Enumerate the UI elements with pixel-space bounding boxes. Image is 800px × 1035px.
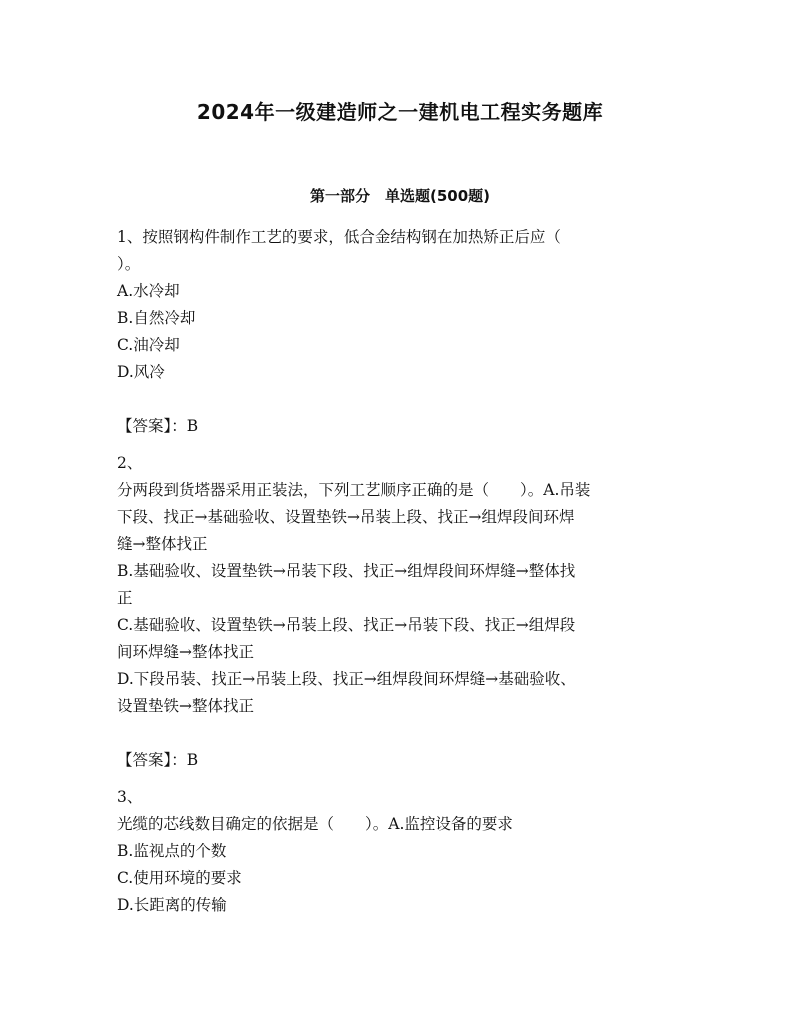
document-title: 2024年一级建造师之一建机电工程实务题库: [196, 100, 604, 124]
option-d: D.风冷: [117, 363, 165, 381]
option-c: C.油冷却: [117, 336, 180, 354]
answer-line: 【答案】：B: [117, 751, 199, 769]
question-number: 3、: [117, 788, 143, 806]
question-stem: 1、按照钢构件制作工艺的要求，低合金结构钢在加热矫正后应（: [117, 228, 561, 246]
option-b: B.自然冷却: [117, 309, 196, 327]
question-1: [117, 224, 687, 450]
option-b: B.基础验收、设置垫铁→吊装下段、找正→组焊段间环焊缝→整体找: [117, 562, 576, 580]
question-list: [117, 224, 687, 919]
option-d: D.长距离的传输: [117, 896, 227, 914]
question-number: 2、: [117, 454, 143, 472]
answer-line: 【答案】：B: [117, 417, 199, 435]
question-stem: 下段、找正→基础验收、设置垫铁→吊装上段、找正→组焊段间环焊: [117, 508, 575, 526]
question-3: [117, 784, 687, 919]
option-c: C.基础验收、设置垫铁→吊装上段、找正→吊装下段、找正→组焊段: [117, 616, 576, 634]
question-stem: 分两段到货塔器采用正装法，下列工艺顺序正确的是（ ）。A.吊装: [117, 481, 591, 499]
option-b-cont: 正: [117, 589, 133, 607]
option-a: A.水冷却: [117, 282, 180, 300]
part-title: 第一部分 单选题(500题): [309, 187, 491, 205]
option-c-cont: 间环焊缝→整体找正: [117, 643, 254, 661]
option-d-cont: 设置垫铁→整体找正: [117, 697, 254, 715]
question-stem: 光缆的芯线数目确定的依据是（ ）。A.监控设备的要求: [117, 815, 513, 833]
question-2: [117, 450, 687, 784]
option-b: B.监视点的个数: [117, 842, 227, 860]
option-c: C.使用环境的要求: [117, 869, 242, 887]
question-stem: ）。: [117, 255, 141, 273]
question-stem: 缝→整体找正: [117, 535, 208, 553]
option-d: D.下段吊装、找正→吊装上段、找正→组焊段间环焊缝→基础验收、: [117, 670, 576, 688]
